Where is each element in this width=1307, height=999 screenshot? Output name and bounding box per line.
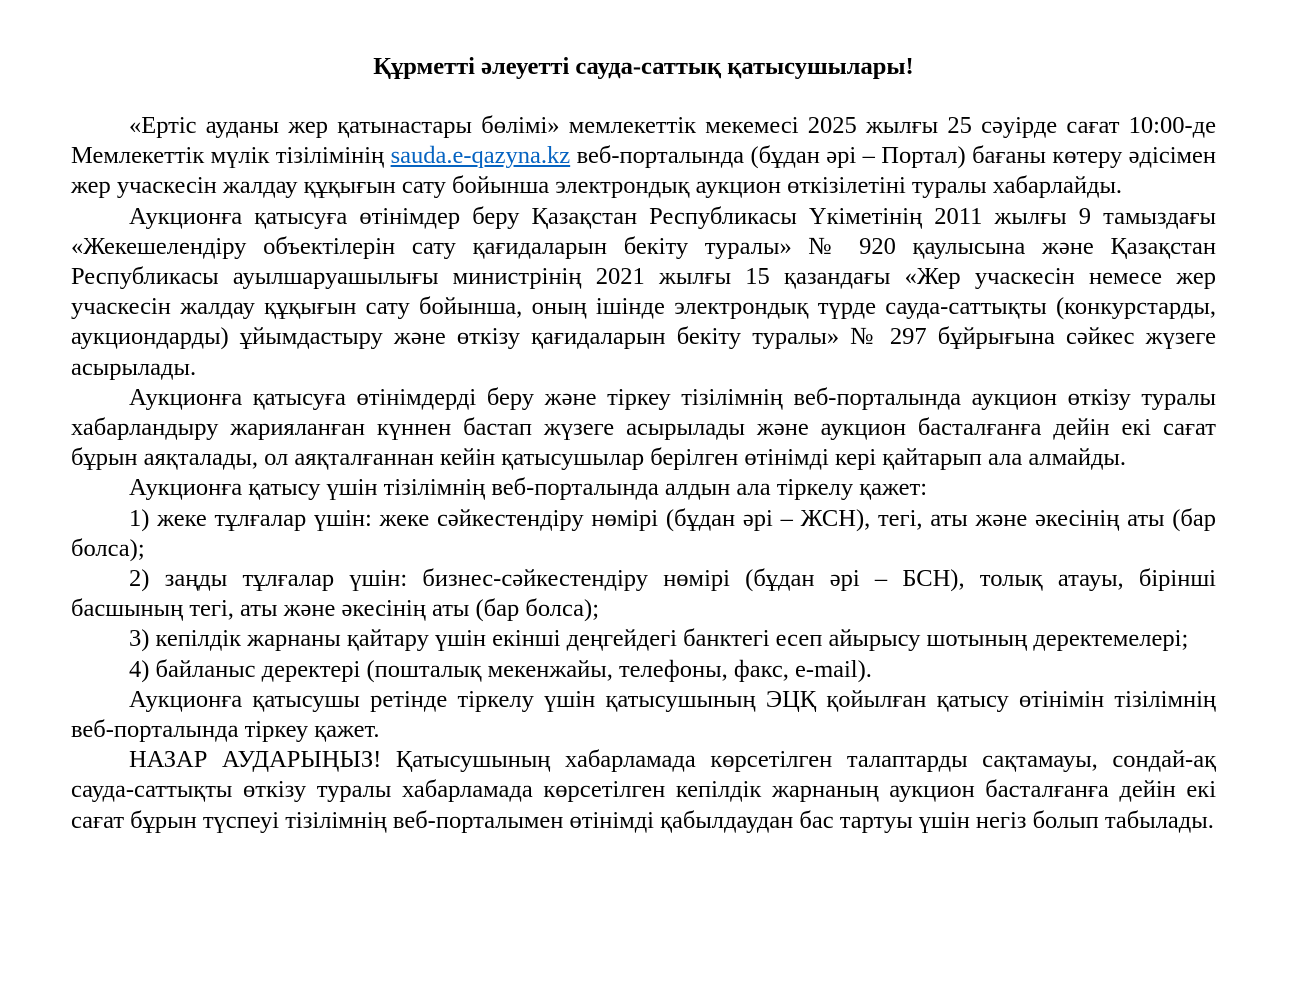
paragraph-registration-required: Аукционға қатысу үшін тізілімнің веб-порталында алдын ала тіркелу қажет: — [129, 474, 928, 502]
paragraph-announcement — [71, 111, 1216, 202]
portal-link[interactable]: sauda.e-qazyna.kz — [390, 142, 571, 170]
list-item-bank-details: 3) кепілдік жарнаны қайтару үшін екінші деңгейдегі банктегі есеп айырысу шотының деректемелері; — [129, 625, 1189, 653]
paragraph-attention-notice: НАЗАР АУДАРЫҢЫЗ! Қатысушының хабарламада көрсетілген талаптарды сақтамауы, сондай-ақ сауда-саттықты өткізу туралы хабарламада көрсетілген кепілдік жарнаның аукцион басталғанға дейін екі сағат бұрын түспеуі тізілімнің веб-порталымен өтінімді қабылдаудан бас тартуы үшін негіз болып табылады. — [71, 746, 1216, 834]
list-item-contact-details: 4) байланыс деректері (пошталық мекенжайы, телефоны, факс, e-mail). — [129, 655, 872, 683]
document-title: Құрметті әлеуетті сауда-саттық қатысушылары! — [373, 53, 914, 80]
paragraph-legal-basis: Аукционға қатысуға өтінімдер беру Қазақстан Республикасы Үкіметінің 2011 жылғы 9 тамыздағы «Жекешелендіру объектілерін сату қағидаларын бекіту туралы» № 920 қаулысына және Қазақстан Республикасы ауылшаруашылығы министрінің 2021 жылғы 15 қазандағы «Жер учаскесін немесе жер учаскесін жалдау құқығын сату бойынша, оның ішінде электрондық түрде сауда-саттықты (конкурстарды, аукциондарды) ұйымдастыру және өткізу қағидаларын бекіту туралы» № 297 бұйрығына сәйкес жүзеге асырылады. — [71, 202, 1216, 381]
document-page — [71, 52, 1216, 836]
paragraph-registration-ecp: Аукционға қатысушы ретінде тіркелу үшін қатысушының ЭЦҚ қойылған қатысу өтінімін тізілімнің веб-порталында тіркеу қажет. — [71, 685, 1216, 744]
list-item-individuals: 1) жеке тұлғалар үшін: жеке сәйкестендіру нөмірі (бұдан әрі – ЖСН), тегі, аты және әкесінің аты (бар болса); — [71, 504, 1216, 562]
list-item-legal-entities: 2) заңды тұлғалар үшін: бизнес-сәйкестендіру нөмірі (бұдан әрі – БСН), толық атауы, бірінші басшының тегі, аты және әкесінің аты (бар болса); — [71, 565, 1216, 623]
announcement-text-end: веб-порталында (бұдан әрі – Портал) бағаны көтеру әдісімен жер учаскесін жалдау құқығын сату бойынша электрондық аукцион өткізілетіні туралы хабарлайды. — [71, 142, 1216, 200]
paragraph-application-terms: Аукционға қатысуға өтінімдерді беру және тіркеу тізілімнің веб-порталында аукцион өткізу туралы хабарландыру жарияланған күннен бастап жүзеге асырылады және аукцион басталғанға дейін екі сағат бұрын аяқталады, ол аяқталғаннан кейін қатысушылар берілген өтінімді кері қайтарып ала алмайды. — [71, 383, 1216, 472]
announcement-text-start: «Ертіс ауданы жер қатынастары бөлімі» мемлекеттік мекемесі 2025 жылғы 25 сәуірде сағат 10:00-де Мемлекеттік мүлік тізілімінің — [71, 112, 1216, 170]
